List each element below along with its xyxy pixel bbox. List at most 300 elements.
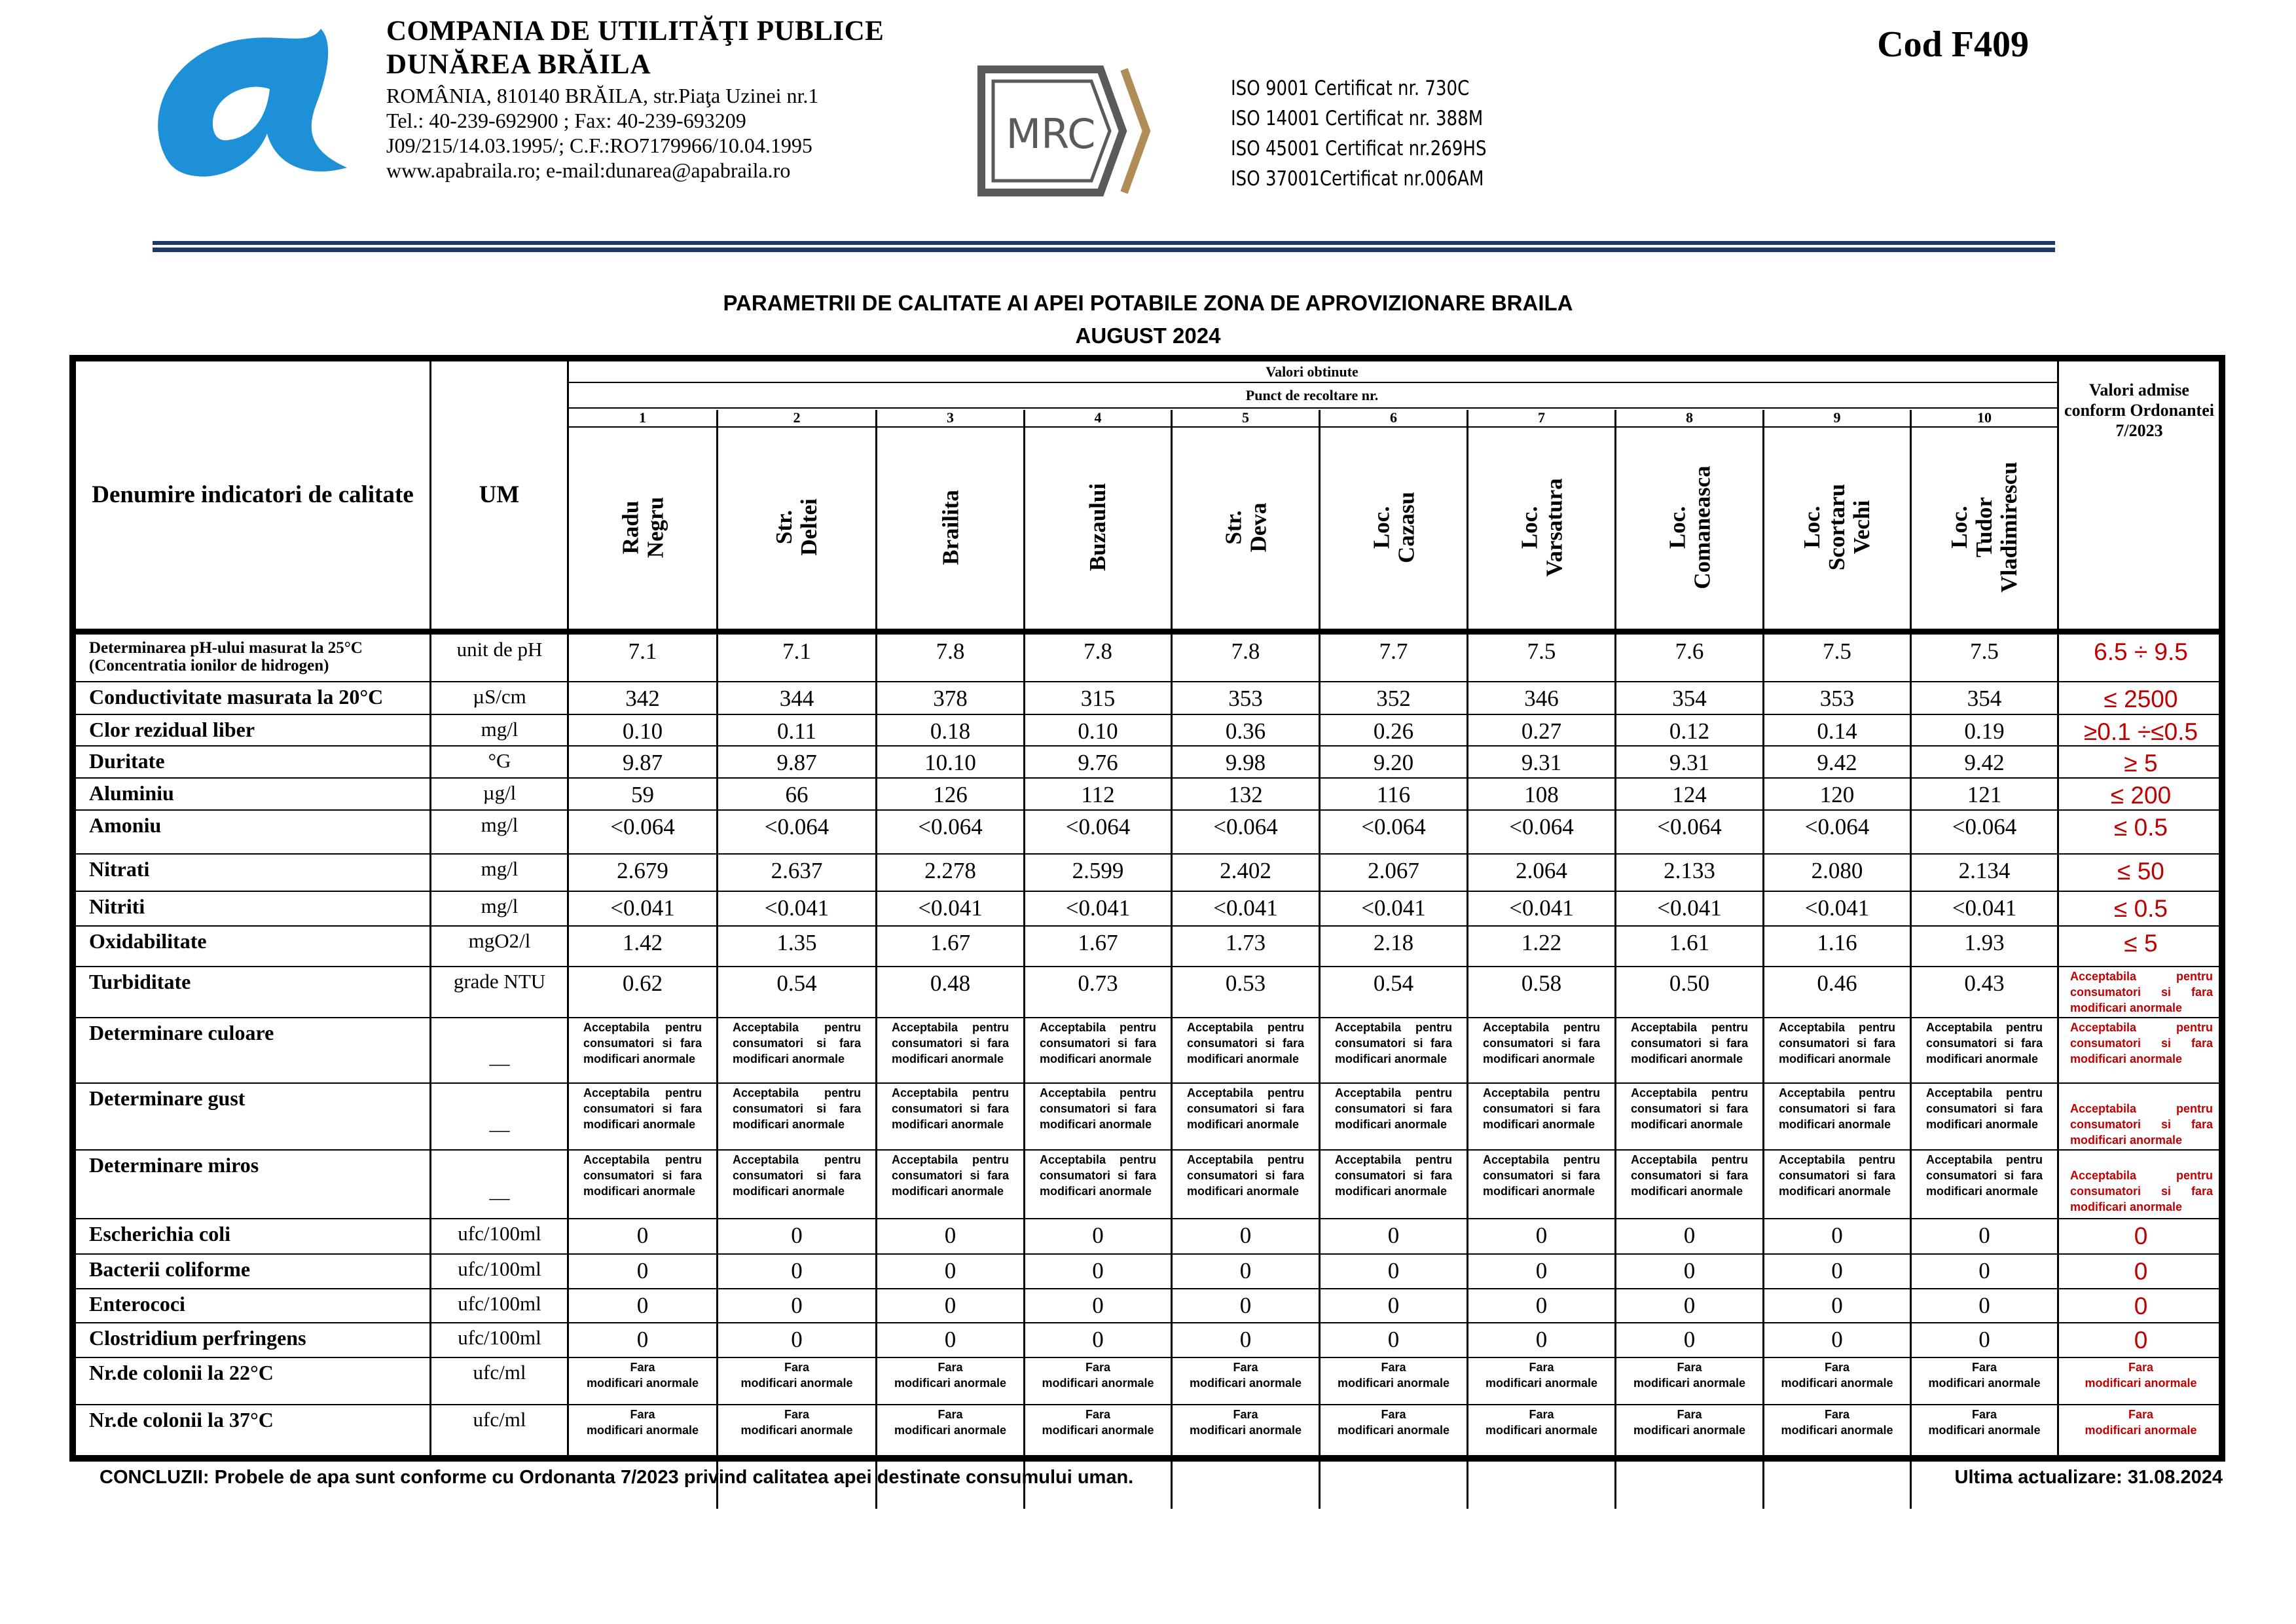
fara-line1: Fara	[1677, 1408, 1702, 1421]
measured-value: 0	[1831, 1327, 1843, 1352]
indicator-name-line: Determinare culoare	[89, 1021, 274, 1044]
measured-value: 1.73	[1225, 930, 1266, 955]
admissible-value: Acceptabila pentru consumatori si fara modificari anormale	[2070, 1102, 2213, 1147]
sampling-point-name-line: Varsatura	[1540, 477, 1567, 577]
indicator-name-line: Determinarea pH-ului masurat la 25°C	[89, 639, 363, 657]
measured-value: 2.599	[1072, 858, 1124, 883]
indicator-name-line: Escherichia coli	[89, 1222, 230, 1246]
measured-value: 0.53	[1225, 970, 1266, 996]
admissible-value: ≤ 200	[2110, 782, 2172, 809]
measured-value: 9.42	[1817, 750, 1857, 775]
fara-line1: Fara	[938, 1408, 963, 1421]
measured-value: 7.1	[628, 638, 657, 664]
sampling-point-name	[1186, 432, 1305, 622]
sampling-point-name	[1630, 432, 1749, 622]
indicator-name-line: Clor rezidual liber	[89, 718, 255, 741]
indicator-name	[89, 1259, 250, 1280]
measured-value-text: Acceptabila pentru consumatori si fara modificari anormale	[892, 1021, 1009, 1065]
measured-value: 132	[1228, 782, 1263, 807]
fara-line2: modificari anormale	[1781, 1376, 1893, 1390]
admissible-value: 0	[2134, 1293, 2148, 1320]
measured-value: <0.041	[1361, 895, 1426, 921]
measured-value: 0.46	[1817, 970, 1857, 996]
indicator-name	[89, 1022, 274, 1043]
measured-value: <0.041	[1804, 895, 1870, 921]
sampling-point-name-line: Loc.	[1664, 506, 1690, 549]
sampling-point-number: 2	[793, 409, 801, 426]
measured-value-text	[877, 1407, 1023, 1438]
grid-line-h	[73, 1404, 2221, 1405]
unit-of-measure: unit de pH	[456, 638, 543, 661]
measured-value-text	[718, 1359, 875, 1391]
header-rule-2	[153, 248, 2055, 252]
measured-value: 7.8	[1084, 638, 1112, 664]
sampling-point-name-line: Negru	[642, 496, 668, 558]
measured-value: <0.064	[1361, 814, 1426, 840]
measured-value: 0	[1978, 1327, 1990, 1352]
measured-value: 0.58	[1521, 970, 1562, 996]
admissible-value: Acceptabila pentru consumatori si fara modificari anormale	[2070, 1169, 2213, 1213]
grid-line-h	[73, 745, 2221, 747]
company-address: ROMÂNIA, 810140 BRĂILA, str.Piaţa Uzinei nr.1	[386, 84, 819, 107]
indicator-name-line: Nr.de colonii la 22°C	[89, 1361, 274, 1384]
measured-value-text: Acceptabila pentru consumatori si fara modificari anormale	[892, 1153, 1009, 1198]
fara-line2: modificari anormale	[1189, 1424, 1302, 1437]
grid-line-h	[73, 1253, 2221, 1255]
measured-value: 0	[1239, 1327, 1252, 1352]
measured-value: <0.041	[1509, 895, 1574, 921]
admissible-value: 0	[2134, 1258, 2148, 1285]
measured-value: 1.22	[1521, 930, 1562, 955]
company-web: www.apabraila.ro; e-mail:dunarea@apabraila.ro	[386, 158, 791, 182]
fara-line1: Fara	[1971, 1361, 1997, 1374]
indicator-name	[89, 750, 165, 771]
sampling-point-name	[1038, 432, 1157, 622]
fara-line1: Fara	[2128, 1361, 2154, 1374]
grid-line-h	[73, 891, 2221, 892]
measured-value-text	[1173, 1359, 1319, 1391]
measured-value: 0.43	[1964, 970, 2005, 996]
indicator-name-line: Bacterii coliforme	[89, 1257, 251, 1281]
measured-value: 2.278	[924, 858, 976, 883]
fara-line1: Fara	[1824, 1361, 1850, 1374]
admissible-value: ≤ 0.5	[2113, 895, 2168, 922]
indicator-name-line: Nitrati	[89, 857, 150, 881]
measured-value-text: Acceptabila pentru consumatori si fara modificari anormale	[583, 1086, 702, 1131]
grid-line-h	[73, 681, 2221, 682]
admissible-value: ≤ 50	[2117, 858, 2164, 885]
measured-value: 9.31	[1669, 750, 1710, 775]
unit-of-measure: mg/l	[481, 718, 519, 741]
measured-value: 124	[1672, 782, 1707, 807]
unit-of-measure: ufc/ml	[473, 1361, 526, 1384]
fara-line2: modificari anormale	[1189, 1376, 1302, 1390]
measured-value: 7.8	[936, 638, 965, 664]
company-registry: J09/215/14.03.1995/; C.F.:RO7179966/10.04.1995	[386, 134, 812, 157]
measured-value: 0	[1831, 1293, 1843, 1318]
unit-of-measure: —	[489, 1185, 510, 1209]
measured-value: 0.11	[777, 718, 816, 744]
measured-value: 0.10	[1078, 718, 1118, 744]
sampling-point-name-line: Comaneasca	[1688, 465, 1715, 589]
indicator-name	[89, 1293, 185, 1314]
grid-line-h	[73, 1149, 2221, 1151]
measured-value: 0.27	[1521, 718, 1562, 744]
measured-value: 1.67	[1078, 930, 1118, 955]
measured-value-text: Acceptabila pentru consumatori si fara modificari anormale	[1187, 1021, 1304, 1065]
measured-value: 0.19	[1964, 718, 2005, 744]
indicator-name-line: Determinare gust	[89, 1086, 246, 1110]
indicator-name	[89, 858, 149, 879]
fara-line2: modificari anormale	[1485, 1424, 1598, 1437]
sampling-point-name-line: Cazasu	[1393, 491, 1419, 563]
unit-of-measure: mg/l	[481, 895, 519, 917]
measured-value: 0.48	[930, 970, 971, 996]
measured-value: 2.18	[1373, 930, 1414, 955]
measured-value: 0	[1092, 1258, 1104, 1283]
fara-line2: modificari anormale	[2085, 1376, 2197, 1390]
indicator-name	[89, 686, 383, 707]
measured-value-text	[1764, 1407, 1910, 1438]
indicator-name	[89, 1362, 274, 1383]
measured-value: 2.679	[617, 858, 668, 883]
measured-value: 1.42	[622, 930, 663, 955]
measured-value: 9.31	[1521, 750, 1562, 775]
measured-value: 0	[1387, 1293, 1400, 1318]
indicator-name-line: Enterococi	[89, 1292, 185, 1316]
measured-value: 0	[791, 1327, 803, 1352]
fara-line1: Fara	[1677, 1361, 1702, 1374]
admissible-value: 6.5 ÷ 9.5	[2094, 638, 2188, 665]
measured-value: 1.67	[930, 930, 971, 955]
measured-value: 9.76	[1078, 750, 1118, 775]
sampling-point-number: 6	[1390, 409, 1397, 426]
measured-value-text: Acceptabila pentru consumatori si fara modificari anormale	[1040, 1021, 1156, 1065]
grid-line-h	[73, 853, 2221, 855]
measured-value: 0	[1092, 1293, 1104, 1318]
measured-value: 0.36	[1225, 718, 1266, 744]
measured-value: 0	[1683, 1327, 1696, 1352]
fara-line2: modificari anormale	[1781, 1424, 1893, 1437]
measured-value: 9.98	[1225, 750, 1266, 775]
fara-line1: Fara	[1233, 1408, 1258, 1421]
unit-of-measure: µg/l	[483, 781, 517, 804]
indicator-name	[89, 639, 363, 674]
measured-value: <0.064	[1509, 814, 1574, 840]
measured-value: 121	[1967, 782, 2002, 807]
indicator-name-line: Nitriti	[89, 895, 145, 918]
admissible-value: Acceptabila pentru consumatori si fara modificari anormale	[2070, 1021, 2213, 1065]
measured-value-text	[1025, 1407, 1171, 1438]
measured-value-text	[1764, 1359, 1910, 1391]
measured-value: <0.064	[764, 814, 829, 840]
measured-value-text	[569, 1407, 716, 1438]
sampling-point-name-line: Str.	[1220, 509, 1246, 545]
company-name-line1: COMPANIA DE UTILITĂŢI PUBLICE	[386, 16, 884, 46]
indicator-name	[89, 1223, 230, 1244]
measured-value-text: Acceptabila pentru consumatori si fara modificari anormale	[1483, 1153, 1600, 1198]
measured-value: 0	[1092, 1223, 1104, 1248]
measured-value-text: Acceptabila pentru consumatori si fara modificari anormale	[733, 1153, 861, 1198]
measured-value: 342	[625, 686, 660, 711]
um-header: UM	[479, 481, 520, 508]
grid-line-h	[73, 1357, 2221, 1358]
measured-value: <0.041	[1213, 895, 1278, 921]
measured-value: 0	[1239, 1293, 1252, 1318]
sampling-point-number: 8	[1686, 409, 1693, 426]
measured-value: 2.134	[1958, 858, 2011, 883]
measured-value: <0.041	[764, 895, 829, 921]
measured-value: 108	[1524, 782, 1559, 807]
measured-value-text: Acceptabila pentru consumatori si fara modificari anormale	[1335, 1021, 1452, 1065]
unit-of-measure: grade NTU	[453, 970, 546, 993]
measured-value: 0	[636, 1293, 649, 1318]
unit-of-measure: ufc/100ml	[458, 1222, 541, 1245]
document-title: PARAMETRII DE CALITATE AI APEI POTABILE ZONA DE APROVIZIONARE BRAILA	[723, 291, 1573, 315]
measured-value-text	[1912, 1407, 2057, 1438]
measured-value-text	[718, 1407, 875, 1438]
measured-value: 7.1	[782, 638, 811, 664]
indicator-name-line: (Concentratia ionilor de hidrogen)	[89, 657, 329, 674]
grid-line-h	[73, 1218, 2221, 1219]
measured-value-text: Acceptabila pentru consumatori si fara modificari anormale	[1779, 1153, 1895, 1198]
measured-value: 0.14	[1817, 718, 1857, 744]
indicator-name	[89, 931, 207, 951]
measured-value: 7.7	[1379, 638, 1408, 664]
measured-value: 7.5	[1823, 638, 1851, 664]
indicator-name-line: Oxidabilitate	[89, 929, 207, 953]
measured-value: 0	[1387, 1258, 1400, 1283]
measured-value-text: Acceptabila pentru consumatori si fara modificari anormale	[733, 1021, 861, 1065]
measured-value-text: Acceptabila pentru consumatori si fara modificari anormale	[892, 1086, 1009, 1131]
grid-line-h	[73, 1322, 2221, 1323]
measured-value-text: Acceptabila pentru consumatori si fara modificari anormale	[1335, 1086, 1452, 1131]
measured-value: 0	[791, 1223, 803, 1248]
grid-line-h	[73, 809, 2221, 811]
fara-line2: modificari anormale	[1337, 1376, 1450, 1390]
unit-of-measure: ufc/100ml	[458, 1257, 541, 1280]
sampling-point-name-line: Brailita	[937, 489, 963, 565]
sampling-point-name	[1482, 432, 1601, 622]
indicator-name-line: Conductivitate masurata la 20°C	[89, 685, 384, 709]
measured-value: 315	[1080, 686, 1116, 711]
fara-line2: modificari anormale	[2085, 1424, 2197, 1437]
measured-value: 0	[1978, 1293, 1990, 1318]
fara-line1: Fara	[630, 1361, 655, 1374]
admissible-value: ≤ 0.5	[2113, 814, 2168, 841]
measured-value: 0.26	[1373, 718, 1414, 744]
indicator-header: Denumire indicatori de calitate	[92, 481, 414, 508]
measured-value: 0	[1535, 1327, 1548, 1352]
measured-value: 0	[791, 1258, 803, 1283]
measured-value: <0.041	[1065, 895, 1131, 921]
iso-37001: ISO 37001Certificat nr.006AM	[1231, 167, 1484, 191]
measured-value: 0.10	[622, 718, 663, 744]
measured-value: 1.93	[1964, 930, 2005, 955]
indicator-name-line: Nr.de colonii la 37°C	[89, 1408, 274, 1431]
admissible-value	[2064, 1407, 2218, 1438]
admissible-value	[2064, 1359, 2218, 1391]
header-separator	[73, 629, 2221, 635]
measured-value: 2.637	[771, 858, 823, 883]
measured-value-text	[1616, 1359, 1762, 1391]
sampling-point-name-line: Loc.	[1946, 506, 1972, 549]
measured-value-text: Acceptabila pentru consumatori si fara modificari anormale	[1335, 1153, 1452, 1198]
mrc-certification-logo	[972, 63, 1156, 199]
fara-line2: modificari anormale	[1042, 1376, 1154, 1390]
measured-value: 0	[1978, 1223, 1990, 1248]
indicator-name	[89, 1409, 274, 1430]
measured-value: 0.54	[776, 970, 817, 996]
form-code: Cod F409	[1877, 24, 2029, 65]
indicator-name	[89, 815, 161, 836]
fara-line1: Fara	[1085, 1408, 1111, 1421]
measured-value: <0.041	[1952, 895, 2017, 921]
sampling-point-name	[890, 432, 1010, 622]
sampling-point-number: 3	[947, 409, 954, 426]
measured-value: 0	[636, 1258, 649, 1283]
measured-value-text	[1912, 1359, 2057, 1391]
measured-value: 9.87	[776, 750, 817, 775]
fara-line1: Fara	[1381, 1361, 1406, 1374]
sampling-point-name	[1334, 432, 1453, 622]
fara-line1: Fara	[1971, 1408, 1997, 1421]
measured-value: 0.62	[622, 970, 663, 996]
measured-value-text	[1468, 1359, 1614, 1391]
grid-line-h	[73, 777, 2221, 779]
measured-value: 0	[636, 1223, 649, 1248]
sampling-point-name-line: Tudor	[1971, 496, 1997, 558]
measured-value: 0	[1535, 1293, 1548, 1318]
measured-value: 7.6	[1675, 638, 1704, 664]
sampling-point-name	[731, 432, 862, 622]
sampling-points-header: Punct de recoltare nr.	[1245, 386, 1379, 403]
fara-line1: Fara	[938, 1361, 963, 1374]
indicator-name-line: Clostridium perfringens	[89, 1326, 306, 1350]
grid-line-h	[73, 1288, 2221, 1289]
fara-line2: modificari anormale	[740, 1424, 853, 1437]
measured-value-text	[1173, 1407, 1319, 1438]
measured-value: 116	[1376, 782, 1411, 807]
indicator-name	[89, 783, 174, 803]
sampling-point-number: 9	[1833, 409, 1841, 426]
fara-line1: Fara	[784, 1361, 810, 1374]
measured-value-text	[877, 1359, 1023, 1391]
fara-line2: modificari anormale	[1928, 1424, 2041, 1437]
grid-line-h	[73, 925, 2221, 927]
sampling-point-number: 10	[1977, 409, 1992, 426]
grid-line-h	[73, 1082, 2221, 1084]
unit-of-measure: ufc/100ml	[458, 1326, 541, 1349]
sampling-point-name-line: Loc.	[1368, 506, 1394, 549]
measured-value-text: Acceptabila pentru consumatori si fara modificari anormale	[583, 1153, 702, 1198]
measured-value: 0	[944, 1293, 957, 1318]
values-header: Valori obtinute	[1266, 363, 1358, 380]
fara-line2: modificari anormale	[1485, 1376, 1598, 1390]
measured-value-text: Acceptabila pentru consumatori si fara modificari anormale	[1631, 1086, 1748, 1131]
measured-value: 0.12	[1669, 718, 1710, 744]
measured-value-text	[1025, 1359, 1171, 1391]
measured-value: 126	[933, 782, 968, 807]
sampling-point-name-line: Radu	[617, 500, 643, 554]
mrc-text: MRC	[1006, 110, 1096, 158]
measured-value: 0	[944, 1223, 957, 1248]
measured-value: 0	[1239, 1258, 1252, 1283]
fara-line2: modificari anormale	[1042, 1424, 1154, 1437]
admissible-value: ≤ 2500	[2104, 686, 2178, 712]
iso-45001: ISO 45001 Certificat nr.269HS	[1231, 137, 1487, 160]
measured-value-text: Acceptabila pentru consumatori si fara modificari anormale	[1926, 1153, 2043, 1198]
indicator-name-line: Amoniu	[89, 813, 162, 837]
fara-line1: Fara	[1381, 1408, 1406, 1421]
measured-value: 1.16	[1817, 930, 1857, 955]
measured-value-text: Acceptabila pentru consumatori si fara modificari anormale	[1483, 1021, 1600, 1065]
unit-of-measure: ufc/100ml	[458, 1292, 541, 1315]
measured-value: 0	[1092, 1327, 1104, 1352]
indicator-name	[89, 1327, 306, 1348]
sampling-point-number: 4	[1094, 409, 1102, 426]
measured-value: 0	[1683, 1293, 1696, 1318]
measured-value: 0.73	[1078, 970, 1118, 996]
fara-line2: modificari anormale	[1928, 1376, 2041, 1390]
measured-value-text: Acceptabila pentru consumatori si fara modificari anormale	[1187, 1086, 1304, 1131]
measured-value-text: Acceptabila pentru consumatori si fara modificari anormale	[1779, 1086, 1895, 1131]
indicator-name	[89, 896, 145, 917]
measured-value-text: Acceptabila pentru consumatori si fara modificari anormale	[1040, 1086, 1156, 1131]
measured-value: 354	[1967, 686, 2002, 711]
unit-of-measure: mgO2/l	[468, 929, 531, 952]
measured-value: 352	[1376, 686, 1411, 711]
iso-certificates	[1231, 73, 1487, 194]
sampling-point-name-line: Vladimirescu	[1996, 462, 2022, 593]
measured-value: 1.35	[776, 930, 817, 955]
indicator-name	[89, 719, 255, 740]
measured-value: 59	[631, 782, 654, 807]
measured-value: 0	[944, 1258, 957, 1283]
measured-value: 7.8	[1231, 638, 1260, 664]
sampling-point-name-line: Scortaru	[1824, 483, 1850, 571]
measured-value: 66	[785, 782, 809, 807]
measured-value-text: Acceptabila pentru consumatori si fara modificari anormale	[733, 1086, 861, 1131]
sampling-point-name	[582, 432, 703, 622]
measured-value-text: Acceptabila pentru consumatori si fara modificari anormale	[1483, 1086, 1600, 1131]
fara-line1: Fara	[1233, 1361, 1258, 1374]
grid-line-h	[73, 1017, 2221, 1018]
measured-value: 10.10	[924, 750, 976, 775]
grid-line-h	[73, 714, 2221, 715]
fara-line2: modificari anormale	[586, 1376, 699, 1390]
measured-value: 112	[1081, 782, 1115, 807]
admissible-value: 0	[2134, 1223, 2148, 1249]
indicator-name-line: Duritate	[89, 749, 165, 773]
measured-value: 344	[779, 686, 814, 711]
fara-line1: Fara	[1824, 1408, 1850, 1421]
company-block	[386, 17, 884, 181]
indicator-name	[89, 971, 191, 992]
company-phone: Tel.: 40-239-692900 ; Fax: 40-239-693209	[386, 109, 746, 132]
measured-value: 0	[636, 1327, 649, 1352]
header-rule	[153, 241, 2055, 245]
measured-value: <0.064	[918, 814, 983, 840]
measured-value: 2.133	[1664, 858, 1715, 883]
fara-line2: modificari anormale	[894, 1376, 1007, 1390]
sampling-point-name	[1777, 432, 1897, 622]
fara-line2: modificari anormale	[740, 1376, 853, 1390]
measured-value: 354	[1672, 686, 1707, 711]
unit-of-measure: µS/cm	[473, 685, 526, 708]
measured-value: 2.080	[1811, 858, 1863, 883]
measured-value: 0.54	[1373, 970, 1414, 996]
